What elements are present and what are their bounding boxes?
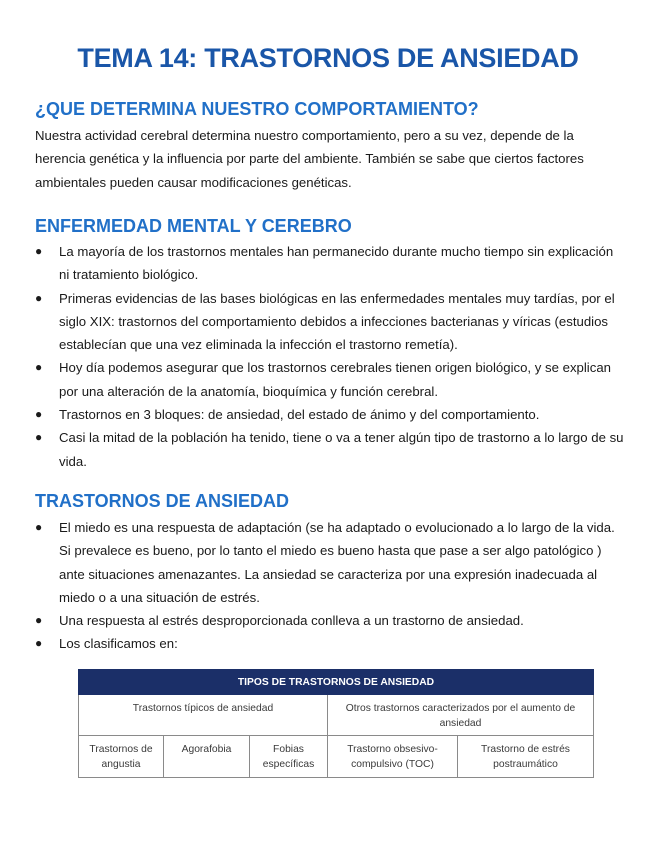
list-item-text: La mayoría de los trastornos mentales han permanecido durante mucho tiempo sin explicación ni tratamiento biológico. <box>59 244 614 283</box>
bullet-list-trastornos-ansiedad <box>35 516 625 656</box>
section-heading-trastornos-ansiedad: TRASTORNOS DE ANSIEDAD <box>35 491 290 511</box>
bullet-icon: ● <box>35 430 43 445</box>
list-item <box>35 403 625 426</box>
list-item-text: Los clasificamos en: <box>59 636 178 652</box>
section-heading-enfermedad-mental: ENFERMEDAD MENTAL Y CEREBRO <box>35 216 352 236</box>
list-item-text: Hoy día podemos asegurar que los trastornos cerebrales tienen origen biológico, y se explican por una alteración de la anatomía, bioquímica y función cerebral. <box>59 360 611 399</box>
table-group-other: Otros trastornos caracterizados por el aumento de ansiedad <box>328 695 594 736</box>
list-item-text: El miedo es una respuesta de adaptación (se ha adaptado o evolucionado a lo largo de la vida. Si prevalece es bueno, por lo tanto el miedo es bueno hasta que pase a ser algo patológico ) ante situaciones amenazantes. La ansiedad se caracteriza por una expresión inadecuada al miedo o a una situación de estrés. <box>59 520 615 605</box>
list-item <box>35 356 625 403</box>
list-item-text: Casi la mitad de la población ha tenido, tiene o va a tener algún tipo de trastorno a lo largo de su vida. <box>59 430 624 469</box>
bullet-icon: ● <box>35 613 43 628</box>
page-title: TEMA 14: TRASTORNOS DE ANSIEDAD <box>77 43 579 73</box>
table-cell: Agorafobia <box>164 736 250 778</box>
list-item-text: Primeras evidencias de las bases biológicas en las enfermedades mentales muy tardías, por el siglo XIX: trastornos del comportamiento debidos a infecciones bacterianas y víricas (estudios establecían que una vez eliminada la infección el trastorno remetía). <box>59 290 615 353</box>
table-cell: Trastornos de angustia <box>79 736 164 778</box>
list-item-text: Una respuesta al estrés desproporcionada conlleva a un trastorno de ansiedad. <box>59 613 524 629</box>
section-heading-comportamiento: ¿QUE DETERMINA NUESTRO COMPORTAMIENTO? <box>35 99 479 119</box>
list-item <box>35 287 625 357</box>
anxiety-types-table <box>78 669 593 778</box>
bullet-icon: ● <box>35 407 43 422</box>
bullet-icon: ● <box>35 520 43 534</box>
table-group-typical: Trastornos típicos de ansiedad <box>79 695 328 736</box>
bullet-icon: ● <box>35 244 43 258</box>
list-item <box>35 240 625 287</box>
list-item <box>35 609 625 632</box>
list-item-text: Trastornos en 3 bloques: de ansiedad, del estado de ánimo y del comportamiento. <box>59 407 540 423</box>
bullet-list-enfermedad-mental <box>35 240 625 473</box>
paragraph-comportamiento: Nuestra actividad cerebral determina nuestro comportamiento, pero a su vez, depende de la herencia genética y la influencia por parte del ambiente. También se sabe que ciertos factores ambientales pueden causar modificaciones genéticas. <box>35 128 584 190</box>
list-item <box>35 516 625 609</box>
bullet-icon: ● <box>35 360 43 375</box>
table-header: TIPOS DE TRASTORNOS DE ANSIEDAD <box>79 670 594 695</box>
table-cell: Trastorno obsesivo-compulsivo (TOC) <box>328 736 458 778</box>
bullet-icon: ● <box>35 636 43 651</box>
list-item <box>35 426 625 473</box>
table-cell: Fobias específicas <box>250 736 328 778</box>
list-item <box>35 632 625 655</box>
table-cell: Trastorno de estrés postraumático <box>458 736 594 778</box>
bullet-icon: ● <box>35 290 43 305</box>
